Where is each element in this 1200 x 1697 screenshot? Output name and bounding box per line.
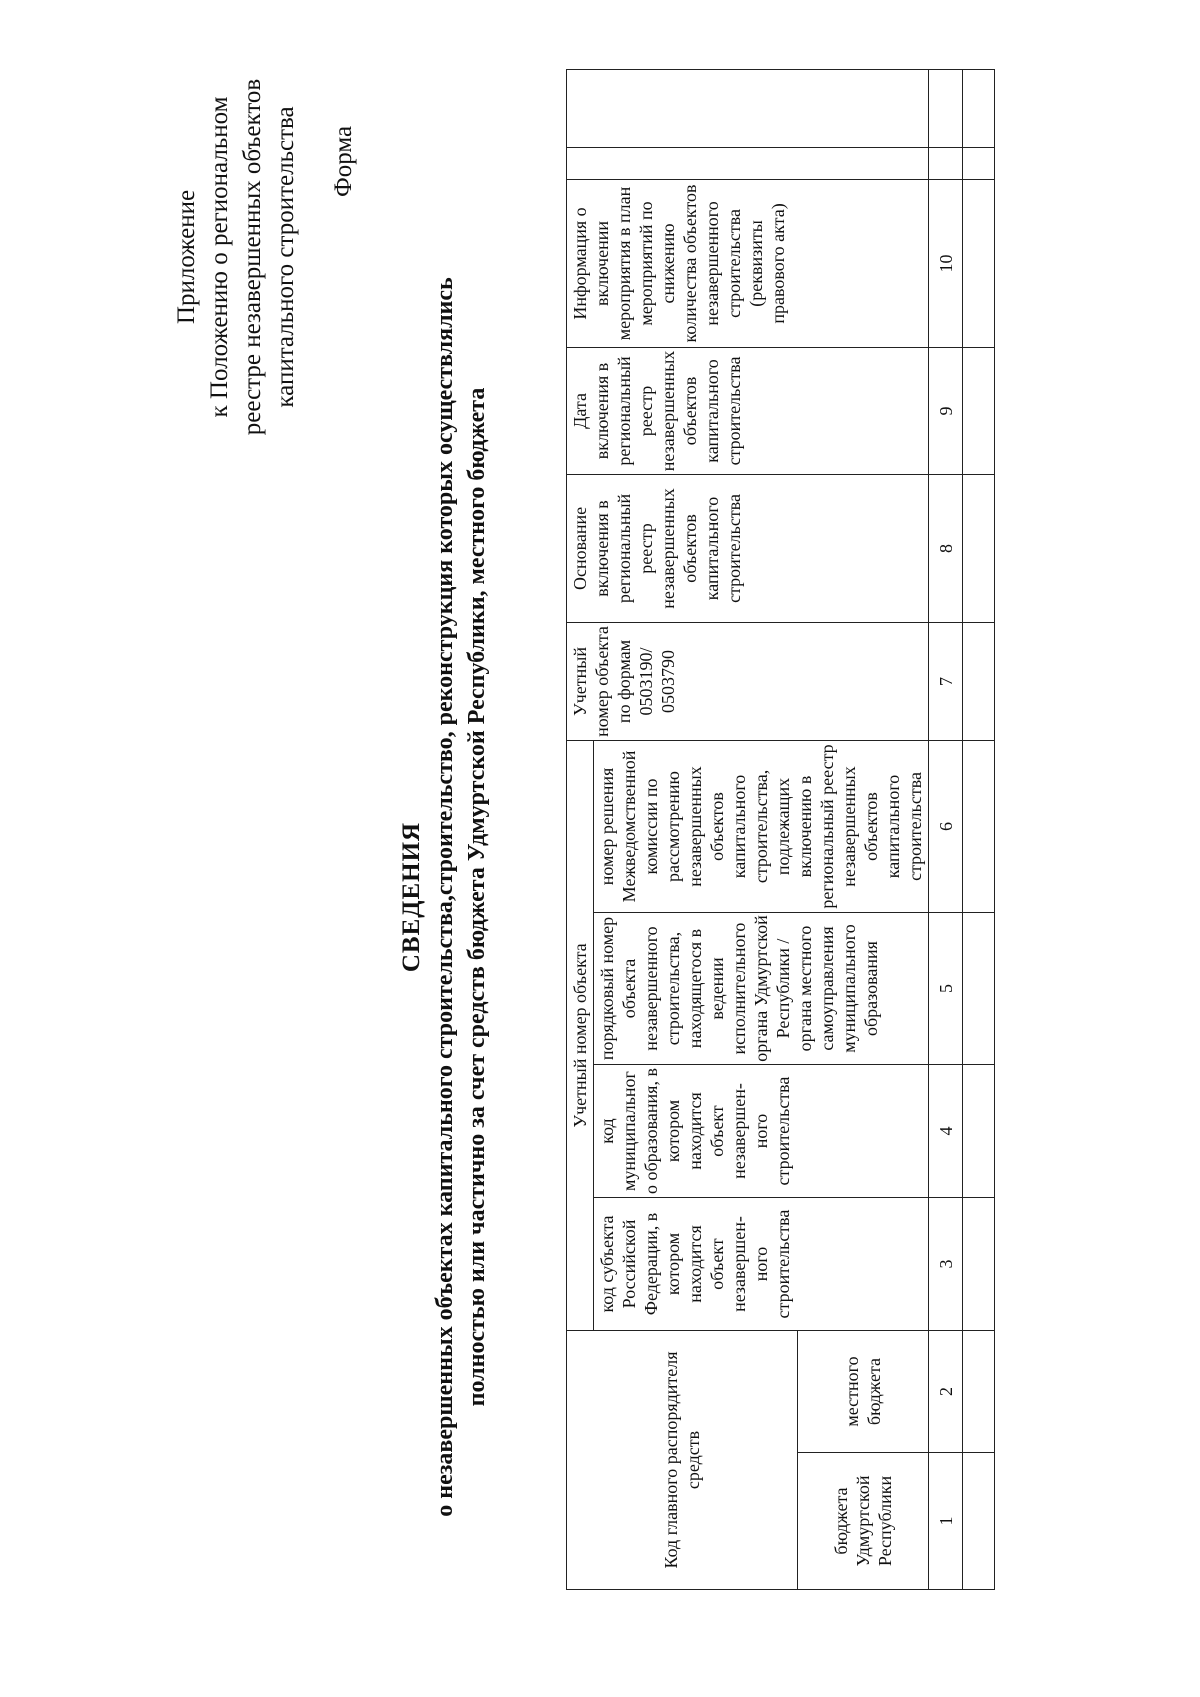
table-cell bbox=[963, 1065, 995, 1198]
table-cell bbox=[963, 179, 995, 347]
column-number-1: 1 bbox=[929, 1453, 963, 1590]
column-number-4: 4 bbox=[929, 1065, 963, 1198]
appendix-block bbox=[170, 57, 302, 457]
header-col-7: Учетный номер объекта по формам 0503190/ 0503790 bbox=[567, 622, 929, 740]
column-number-3: 3 bbox=[929, 1198, 963, 1331]
column-number-7: 7 bbox=[929, 622, 963, 740]
header-cell-extra-1 bbox=[567, 147, 929, 179]
title-line-2: полностью или частично за счет средств бюджета Удмуртской Республики, местного бюджета bbox=[464, 387, 490, 1407]
column-number-extra-2 bbox=[929, 69, 963, 147]
appendix-line-4: капитального строительства bbox=[272, 106, 299, 408]
header-col-8: Основание включения в региональный реестр незавершенных объектов капитального строительства bbox=[567, 474, 929, 622]
header-col-3: код субъекта Российской Федерации, в котором находится объект незавершен-ного строительства bbox=[594, 1198, 929, 1331]
table-cell bbox=[963, 474, 995, 622]
header-col-9: Дата включения в региональный реестр незавершенных объектов капитального строительства bbox=[567, 347, 929, 474]
column-number-5: 5 bbox=[929, 913, 963, 1065]
header-col-10: Информация о включении мероприятия в план мероприятий по снижению количества объектов незавершенного строительства (реквизиты правового акта) bbox=[567, 179, 929, 347]
column-number-10: 10 bbox=[929, 179, 963, 347]
appendix-line-3: реестре незавершенных объектов bbox=[239, 78, 266, 436]
header-col-1: бюджета Удмуртской Республики bbox=[798, 1453, 929, 1590]
header-accounting-number: Учетный номер объекта bbox=[567, 740, 594, 1330]
table-cell bbox=[963, 147, 995, 179]
table-row-column-numbers bbox=[929, 69, 963, 1589]
table-cell bbox=[963, 1331, 995, 1453]
table-row-empty bbox=[963, 69, 995, 1589]
appendix-line-1: Приложение bbox=[173, 189, 200, 325]
column-number-extra-1 bbox=[929, 147, 963, 179]
table-cell bbox=[963, 1198, 995, 1331]
table-cell bbox=[963, 69, 995, 147]
document-title bbox=[395, 197, 493, 1597]
title-line-1: о незавершенных объектах капитального строительства,строительство, реконструкция которых осуществлялись bbox=[432, 277, 458, 1517]
table-cell bbox=[963, 347, 995, 474]
table-cell bbox=[963, 622, 995, 740]
title-main: СВЕДЕНИЯ bbox=[398, 821, 425, 973]
registry-table bbox=[566, 69, 995, 1590]
header-cell-extra-2 bbox=[567, 69, 929, 147]
column-number-9: 9 bbox=[929, 347, 963, 474]
table-cell bbox=[963, 1453, 995, 1590]
column-number-8: 8 bbox=[929, 474, 963, 622]
table-cell bbox=[963, 913, 995, 1065]
header-col-4: код муниципальног о образования, в котором находится объект незавершен-ного строительства bbox=[594, 1065, 929, 1198]
appendix-line-2: к Положению о региональном bbox=[206, 96, 233, 418]
table-cell bbox=[963, 740, 995, 912]
column-number-6: 6 bbox=[929, 740, 963, 912]
form-label: Форма bbox=[330, 125, 357, 197]
header-col-5: порядковый номер объекта незавершенного строительства, находящегося в ведении исполнительного органа Удмуртской Республики /органа местного самоуправления муниципального образования bbox=[594, 913, 929, 1065]
header-col-6: номер решения Межведомственной комиссии по рассмотрению незавершенных объектов капитального строительства, подлежащих включению в региональный реестр незавершенных объектов капитального строительства bbox=[594, 740, 929, 912]
column-number-2: 2 bbox=[929, 1331, 963, 1453]
header-col-2: местного бюджета bbox=[798, 1331, 929, 1453]
header-chief-manager-code: Код главного распорядителя средств bbox=[567, 1331, 798, 1590]
